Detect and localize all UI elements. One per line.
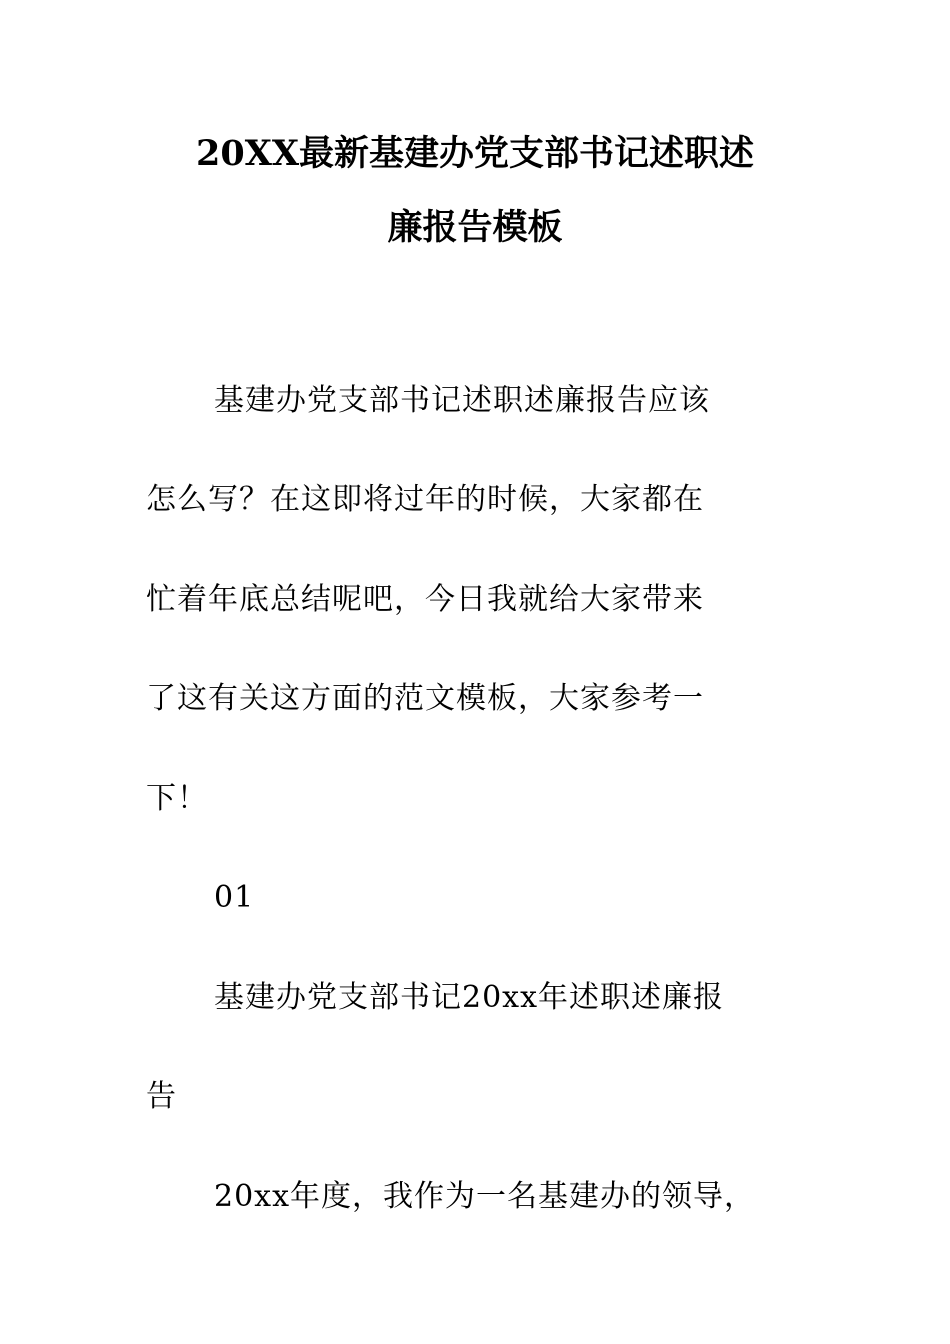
section-heading-line-1: 基建办党支部书记20xx年述职述廉报: [214, 980, 725, 1015]
document-title-line-2: 廉报告模板: [387, 207, 563, 248]
paragraph-line-3: 忙着年底总结呢吧，今日我就给大家带来: [146, 582, 704, 617]
document-title-line-1: 20XX最新基建办党支部书记述职述: [195, 133, 755, 174]
paragraph-line-1: 基建办党支部书记述职述廉报告应该: [214, 383, 710, 418]
paragraph-line-2: 怎么写？在这即将过年的时候，大家都在: [146, 482, 704, 517]
paragraph-line-6: 20xx年度，我作为一名基建办的领导，: [214, 1179, 756, 1214]
paragraph-line-5: 下！: [146, 781, 208, 816]
section-number: 01: [214, 880, 255, 915]
paragraph-line-4: 了这有关这方面的范文模板，大家参考一: [146, 681, 704, 716]
section-heading-line-2: 告: [146, 1079, 177, 1114]
